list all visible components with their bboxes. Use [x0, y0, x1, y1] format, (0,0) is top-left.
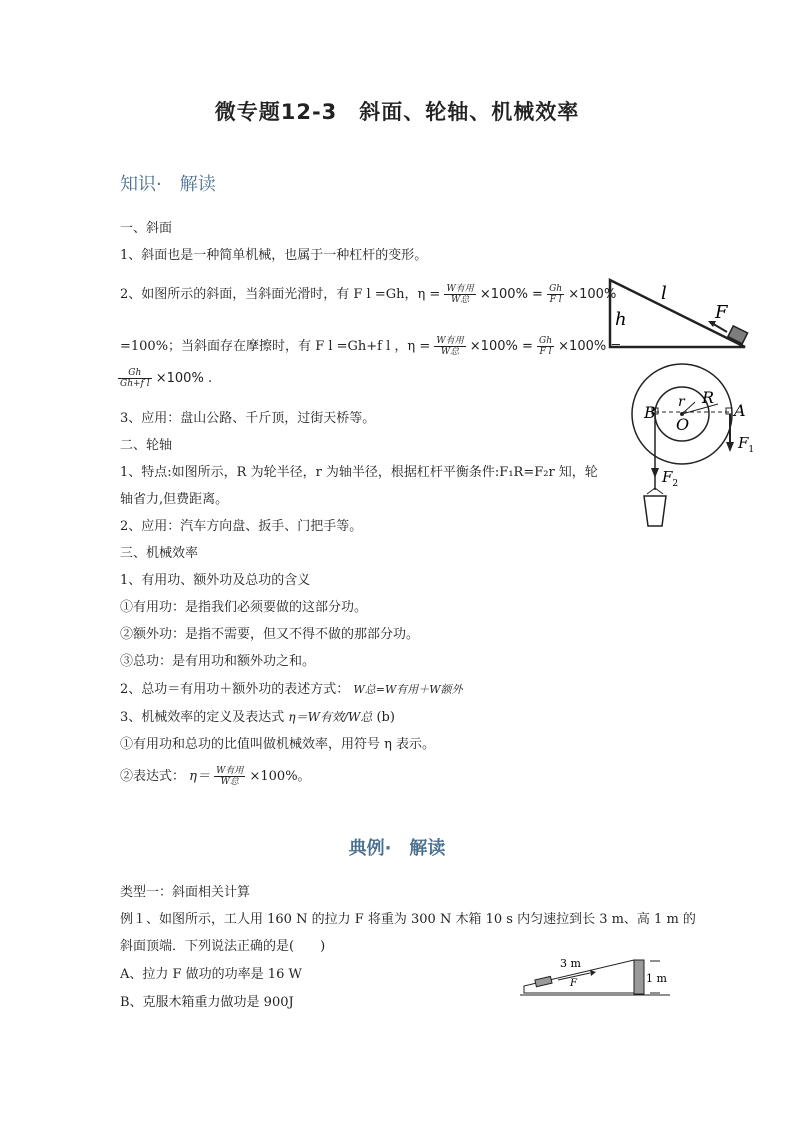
- fraction: [547, 284, 564, 305]
- text: ×100%。: [249, 769, 311, 784]
- math: ×100% =: [479, 287, 543, 302]
- math: ×100%: [568, 287, 617, 302]
- label-h: h: [615, 309, 627, 330]
- denominator: W总: [440, 347, 460, 357]
- denominator: W总: [220, 777, 239, 787]
- question-text: 例１、如图所示，工人用 160 N 的拉力 F 将重为 300 N 木箱 10 s 内匀速拉到长 3 m、高 1 m 的: [120, 912, 696, 927]
- label-A: A: [734, 401, 746, 420]
- arrowhead: [726, 442, 734, 452]
- math: ×100%: [155, 371, 204, 386]
- crate: [535, 976, 552, 986]
- paragraph: ②额外功：是指不需要，但又不得不做的那部分功。: [120, 627, 420, 642]
- formula-line: [120, 336, 621, 357]
- denominator: W总: [450, 295, 470, 305]
- denominator: Gh+f l: [120, 379, 150, 389]
- support-post: [634, 960, 644, 994]
- arrowhead: [651, 468, 659, 478]
- paragraph: 轴省力,但费距离。: [120, 492, 229, 507]
- math: =: [610, 339, 622, 354]
- label-F: F: [715, 302, 728, 323]
- formula: η＝W有效/W总: [288, 710, 373, 724]
- paragraph: 1、斜面也是一种简单机械，也属于一种杠杆的变形。: [120, 248, 428, 263]
- numerator: Gh: [118, 368, 152, 379]
- formula-line: [120, 766, 311, 787]
- ramp-diagram: [520, 950, 680, 1000]
- formula-line: [120, 284, 616, 305]
- label-l: l: [661, 283, 667, 304]
- math: .: [207, 371, 213, 386]
- label-height: 1 m: [646, 972, 667, 985]
- heading-incline: 一、斜面: [120, 221, 173, 236]
- label-r: r: [678, 394, 685, 410]
- label-O: O: [676, 415, 690, 434]
- paragraph: 1、特点:如图所示，R 为轮半径，r 为轴半径，根据杠杆平衡条件:F₁R=F₂r 知，轮: [120, 465, 598, 480]
- label-F: F: [570, 978, 577, 989]
- incline-diagram: [605, 275, 755, 355]
- text: (b): [376, 710, 395, 725]
- text: 2、总功＝有用功＋额外功的表述方式：: [120, 682, 350, 697]
- paragraph: 2、应用：汽车方向盘、扳手、门把手等。: [120, 519, 363, 534]
- paragraph: ①有用功和总功的比值叫做机械效率，用符号 η 表示。: [120, 737, 436, 752]
- question-text: 斜面顶端．下列说法正确的是( ): [120, 939, 326, 954]
- formula-line: [118, 368, 212, 389]
- formula: W总=W有用＋W额外: [353, 683, 463, 696]
- math: η＝: [189, 769, 210, 784]
- paragraph: 3、应用：盘山公路、千斤顶，过街天桥等。: [120, 411, 376, 426]
- text: =100%；当斜面存在摩擦时，有 F l =Gh+f l ，η =: [120, 339, 431, 354]
- section-header-examples: 典例· 解读: [348, 838, 446, 859]
- option-b: B、克服木箱重力做功是 900J: [120, 995, 294, 1010]
- wheel-axle-diagram: [630, 362, 770, 532]
- bucket-icon: [644, 496, 666, 526]
- paragraph: [120, 708, 395, 727]
- text: 3、机械效率的定义及表达式: [120, 710, 285, 725]
- fraction: [444, 284, 475, 305]
- fraction: [434, 336, 465, 357]
- paragraph: [120, 681, 463, 699]
- paragraph: ①有用功：是指我们必须要做的这部分功。: [120, 600, 368, 615]
- label-length: 3 m: [560, 957, 581, 970]
- numerator: Gh: [549, 284, 563, 294]
- math: ×100%: [558, 339, 607, 354]
- numerator: W有用: [446, 284, 474, 294]
- denominator: F l: [539, 347, 552, 357]
- denominator: F l: [549, 295, 562, 305]
- label-B: B: [644, 403, 656, 422]
- section-header-knowledge: 知识· 解读: [120, 174, 216, 195]
- label-F2: $F_2$: [662, 468, 679, 489]
- text: ②表达式：: [120, 769, 186, 784]
- fraction: [118, 368, 152, 389]
- numerator: W有用: [436, 336, 464, 346]
- label-R: R: [702, 388, 715, 407]
- label-F1: $F_1$: [738, 434, 755, 455]
- heading-efficiency: 三、机械效率: [120, 546, 199, 561]
- paragraph: ③总功：是有用功和额外功之和。: [120, 654, 316, 669]
- fraction: [537, 336, 554, 357]
- arrowhead: [590, 970, 596, 976]
- option-a: A、拉力 F 做功的功率是 16 W: [120, 967, 302, 982]
- fraction: [214, 766, 245, 787]
- numerator: W有用: [216, 766, 244, 776]
- heading-wheel-axle: 二、轮轴: [120, 438, 173, 453]
- page-title: 微专题12-3 斜面、轮轴、机械效率: [214, 100, 580, 124]
- paragraph: 1、有用功、额外功及总功的含义: [120, 573, 311, 588]
- math: ×100% =: [469, 339, 533, 354]
- numerator: Gh: [539, 336, 553, 346]
- text: 2、如图所示的斜面，当斜面光滑时，有 F l =Gh，η =: [120, 287, 441, 302]
- type-heading: 类型一：斜面相关计算: [120, 885, 251, 900]
